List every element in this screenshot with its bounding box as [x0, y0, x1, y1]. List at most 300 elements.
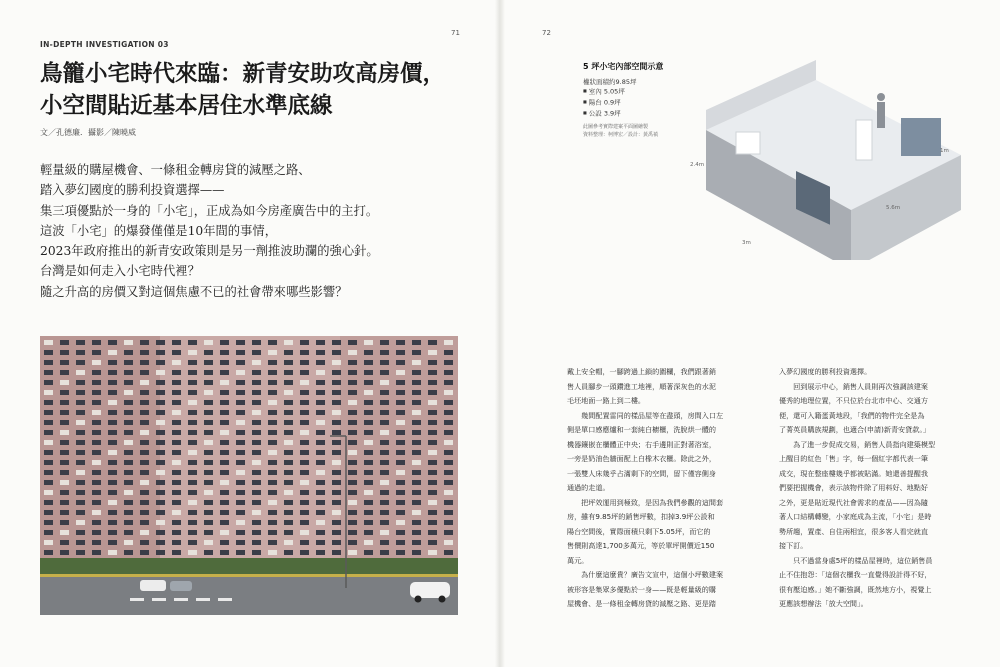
building-window [268, 530, 277, 535]
building-window [348, 550, 357, 555]
building-window [380, 390, 389, 395]
building-window [396, 400, 405, 405]
body-line: 房，雖有9.85坪的銷售坪數，扣掉3.9坪公設和 [567, 512, 715, 521]
building-window [124, 430, 133, 435]
building-window [444, 350, 453, 355]
building-window [284, 500, 293, 505]
building-window [444, 370, 453, 375]
building-window [316, 440, 325, 445]
building-window [108, 510, 117, 515]
building-window [428, 500, 437, 505]
building-window [332, 430, 341, 435]
building-window [188, 450, 197, 455]
building-window [236, 370, 245, 375]
building-window [252, 470, 261, 475]
building-window [332, 530, 341, 535]
curb-stripe [40, 574, 458, 577]
building-window [204, 540, 213, 545]
body-line: 很有壓迫感。」她不斷強調，既然地方小，視覺上 [779, 584, 932, 594]
building-window [124, 490, 133, 495]
building-window [172, 360, 181, 365]
lede-line: 隨之升高的房價又對這個焦慮不已的社會帶來哪些影響？ [40, 284, 348, 299]
building-window [252, 520, 261, 525]
building-window [332, 340, 341, 345]
building-window [140, 440, 149, 445]
building-window [188, 350, 197, 355]
trees [40, 558, 458, 576]
lede-line: 輕量級的購屋機會、一條租金轉房貸的減壓之路、 [40, 163, 311, 177]
dimension-height: 2.4m [690, 162, 705, 168]
building-window [348, 510, 357, 515]
building-window [124, 450, 133, 455]
section-label: IN-DEPTH INVESTIGATION 03 [40, 40, 169, 49]
building-window [332, 390, 341, 395]
building-window [412, 500, 421, 505]
building-window [380, 510, 389, 515]
building-window [364, 440, 373, 445]
building-window [76, 480, 85, 485]
building-window [172, 430, 181, 435]
building-window [252, 480, 261, 485]
building-window [188, 500, 197, 505]
building-window [268, 500, 277, 505]
building-window [172, 350, 181, 355]
building-window [396, 360, 405, 365]
building-window [124, 400, 133, 405]
building-window [76, 390, 85, 395]
building-window [396, 380, 405, 385]
building-window [108, 500, 117, 505]
building-window [252, 370, 261, 375]
building-window [364, 340, 373, 345]
building-window [268, 380, 277, 385]
building-window [76, 530, 85, 535]
building-window [156, 400, 165, 405]
building-window [428, 410, 437, 415]
building-window [428, 360, 437, 365]
building-window [188, 410, 197, 415]
building-window [92, 400, 101, 405]
building-window [124, 540, 133, 545]
building-window [236, 380, 245, 385]
building-window [60, 360, 69, 365]
building-window [252, 450, 261, 455]
building-window [284, 400, 293, 405]
floorplan-note-source: 此圖參考實際建案平面圖繪製 [583, 124, 649, 130]
building-window [316, 400, 325, 405]
building-window [140, 520, 149, 525]
building-window [428, 510, 437, 515]
building-window [444, 500, 453, 505]
building-window [300, 390, 309, 395]
building-window [108, 540, 117, 545]
building-window [364, 390, 373, 395]
building-window [396, 410, 405, 415]
building-window [124, 520, 133, 525]
building-window [444, 450, 453, 455]
person-figure-body [877, 102, 885, 128]
building-window [188, 520, 197, 525]
floorplan-item-indoor: ■ 室內 5.05坪 [583, 86, 625, 97]
building-window [396, 510, 405, 515]
building-window [188, 530, 197, 535]
apartment-buildings-photo [40, 336, 458, 615]
building-window [268, 350, 277, 355]
floorplan-total-area: 權狀面積約9.85坪 [583, 78, 637, 86]
building-window [412, 540, 421, 545]
building-window [364, 400, 373, 405]
building-window [188, 390, 197, 395]
building-window [140, 350, 149, 355]
body-line: 幾間配置雷同的樣品屋等在盡頭，房間入口左 [567, 410, 724, 420]
building-window [172, 410, 181, 415]
building-window [156, 480, 165, 485]
building-window [156, 410, 165, 415]
floorplan-note-credit: 資料整理：柯博宏／設計：黃禹禛 [583, 131, 659, 138]
building-window [268, 540, 277, 545]
building-window [268, 480, 277, 485]
building-window [172, 380, 181, 385]
body-line: 只不過當身處5坪的樣品屋裡時，這位銷售員 [779, 555, 933, 565]
building-window [60, 510, 69, 515]
building-window [92, 460, 101, 465]
building-window [348, 380, 357, 385]
building-window [332, 400, 341, 405]
building-window [252, 350, 261, 355]
building-window [284, 540, 293, 545]
building-window [220, 490, 229, 495]
building-window [92, 470, 101, 475]
lede-line: 台灣是如何走入小宅時代裡？ [40, 264, 200, 279]
building-window [204, 550, 213, 555]
building-window [156, 440, 165, 445]
building-window [92, 480, 101, 485]
building-window [140, 490, 149, 495]
building-window [204, 460, 213, 465]
building-window [300, 540, 309, 545]
building-window [364, 520, 373, 525]
building-window [252, 400, 261, 405]
body-line: 優秀的地理位置，不只位於台北市中心、交通方 [779, 396, 928, 405]
spine-gutter [495, 0, 505, 667]
building-window [140, 460, 149, 465]
building-window [380, 450, 389, 455]
building-window [220, 430, 229, 435]
building-window [364, 530, 373, 535]
building-window [412, 430, 421, 435]
building-window [268, 360, 277, 365]
floorplan-credits [583, 124, 658, 139]
building-window [76, 400, 85, 405]
building-window [268, 390, 277, 395]
building-window [300, 430, 309, 435]
building-window [60, 530, 69, 535]
building-window [348, 430, 357, 435]
building-window [204, 530, 213, 535]
body-line: 了菁英員購族規劃，也適合(申請)新青安貸款。」 [779, 425, 930, 434]
building-window [332, 520, 341, 525]
building-window [348, 500, 357, 505]
building-window [92, 340, 101, 345]
body-line: 成交，現在整座樓幾乎都被貼滿。她還善提醒我 [779, 468, 928, 478]
building-window [412, 490, 421, 495]
building-window [284, 490, 293, 495]
building-window [364, 430, 373, 435]
building-window [156, 430, 165, 435]
building-window [236, 350, 245, 355]
building-window [428, 350, 437, 355]
building-window [444, 380, 453, 385]
building-window [60, 540, 69, 545]
building-window [332, 540, 341, 545]
building-window [284, 440, 293, 445]
building-window [220, 470, 229, 475]
building-window [76, 490, 85, 495]
building-window [108, 550, 117, 555]
building-window [444, 470, 453, 475]
headline-line-1: 鳥籠小宅時代來臨：新青安助攻高房價， [40, 61, 446, 87]
building-window [188, 460, 197, 465]
building-window [156, 470, 165, 475]
building-window [92, 450, 101, 455]
building-window [444, 390, 453, 395]
lede-line: 這波「小宅」的爆發僅僅是10年間的事情， [40, 223, 277, 238]
building-window [252, 340, 261, 345]
building-window [188, 430, 197, 435]
dimension-depth: 1m [940, 148, 949, 154]
building-window [268, 450, 277, 455]
building-window [44, 450, 53, 455]
building-window [444, 480, 453, 485]
building-window [252, 530, 261, 535]
building-window [284, 420, 293, 425]
building-window [156, 490, 165, 495]
building-window [348, 460, 357, 465]
building-window [44, 520, 53, 525]
building-window [76, 520, 85, 525]
building-window [268, 470, 277, 475]
building-window [236, 460, 245, 465]
building-window [364, 360, 373, 365]
building-window [76, 540, 85, 545]
building-window [204, 450, 213, 455]
building-window [204, 350, 213, 355]
building-window [316, 500, 325, 505]
building-window [76, 500, 85, 505]
floorplan-item-common: ■ 公設 3.9坪 [583, 108, 625, 119]
building-window [76, 470, 85, 475]
building-window [188, 420, 197, 425]
building-window [76, 550, 85, 555]
building-window [316, 530, 325, 535]
building-window [44, 390, 53, 395]
building-window [412, 350, 421, 355]
building-window [220, 460, 229, 465]
building-window [348, 450, 357, 455]
building-window [172, 440, 181, 445]
building-window [428, 390, 437, 395]
building-window [364, 450, 373, 455]
building-window [412, 450, 421, 455]
building-window [60, 400, 69, 405]
building-window [92, 530, 101, 535]
building-window [172, 510, 181, 515]
building-window [364, 420, 373, 425]
building-window [156, 460, 165, 465]
isometric-room-diagram [676, 60, 966, 260]
building-window [236, 490, 245, 495]
building-window [268, 520, 277, 525]
building-window [412, 390, 421, 395]
building-window [60, 340, 69, 345]
building-window [60, 390, 69, 395]
building-window [188, 490, 197, 495]
building-window [348, 410, 357, 415]
building-window [444, 520, 453, 525]
building-window [124, 550, 133, 555]
building-window [364, 480, 373, 485]
body-line: 機器鑲嵌在櫃體正中央；右手邊則正對著浴室， [567, 439, 716, 449]
building-window [204, 470, 213, 475]
building-window [444, 420, 453, 425]
building-window [300, 400, 309, 405]
building-window [204, 360, 213, 365]
building-window [348, 370, 357, 375]
building-window [220, 480, 229, 485]
building-window [44, 350, 53, 355]
building-window [188, 440, 197, 445]
building-window [380, 430, 389, 435]
building-window [348, 480, 357, 485]
building-window [156, 370, 165, 375]
building-window [332, 370, 341, 375]
building-window [124, 510, 133, 515]
building-window [396, 370, 405, 375]
building-window [412, 370, 421, 375]
building-window [60, 500, 69, 505]
building-window [76, 350, 85, 355]
building-window [252, 360, 261, 365]
body-line: 上醒目的紅色「售」字，每一個紅字都代表一筆 [779, 454, 928, 463]
building-window [108, 490, 117, 495]
dimension-length: 5.6m [886, 205, 901, 211]
building-window [428, 370, 437, 375]
building-window [300, 550, 309, 555]
building-window [284, 510, 293, 515]
building-window [364, 510, 373, 515]
building-window [444, 530, 453, 535]
building-window [236, 450, 245, 455]
building-window [204, 430, 213, 435]
building-window [44, 490, 53, 495]
building-window [396, 450, 405, 455]
building-window [156, 450, 165, 455]
building-window [300, 380, 309, 385]
building-window [268, 440, 277, 445]
building-window [60, 420, 69, 425]
building-window [428, 480, 437, 485]
building-window [92, 430, 101, 435]
building-window [332, 490, 341, 495]
street [40, 574, 458, 615]
body-line: 們要把握機會，表示該物件除了用料好、地點好 [779, 483, 928, 492]
body-line: 一旁是奶油色牆面配上白橡木衣櫃。除此之外， [567, 454, 716, 463]
building-window [412, 460, 421, 465]
building-window [428, 430, 437, 435]
building-window [156, 380, 165, 385]
building-window [444, 490, 453, 495]
building-window [316, 350, 325, 355]
building-window [204, 410, 213, 415]
building-window [252, 390, 261, 395]
building-window [220, 510, 229, 515]
lede-line: 集三項優點於一身的「小宅」，正成為如今房產廣告中的主打。 [40, 203, 379, 218]
building-window [412, 380, 421, 385]
building-window [204, 520, 213, 525]
building-window [284, 470, 293, 475]
building-window [444, 540, 453, 545]
building-window [60, 430, 69, 435]
building-window [236, 360, 245, 365]
building-window [204, 490, 213, 495]
building-window [284, 410, 293, 415]
building-window [444, 510, 453, 515]
building-window [172, 500, 181, 505]
building-window [108, 380, 117, 385]
building-window [220, 400, 229, 405]
headline [40, 58, 480, 122]
building-window [284, 550, 293, 555]
building-window [124, 390, 133, 395]
building-window [380, 340, 389, 345]
building-window [188, 540, 197, 545]
building-window [60, 460, 69, 465]
building-window [316, 490, 325, 495]
building-window [76, 340, 85, 345]
building-window [236, 530, 245, 535]
building-window [108, 460, 117, 465]
building-window [284, 530, 293, 535]
building-window [156, 360, 165, 365]
building-window [332, 480, 341, 485]
building-window [284, 450, 293, 455]
body-line: 止不住抱怨：「這個衣櫃我一直覺得設計得不好， [779, 570, 932, 579]
building-window [60, 370, 69, 375]
building-window [380, 460, 389, 465]
building-window [300, 360, 309, 365]
building-window [444, 460, 453, 465]
building-window [364, 460, 373, 465]
balcony-window [901, 118, 941, 156]
building-window [348, 340, 357, 345]
building-window [156, 390, 165, 395]
building-window [380, 360, 389, 365]
building-window [300, 500, 309, 505]
building-window [284, 370, 293, 375]
building-window [396, 420, 405, 425]
building-window [236, 500, 245, 505]
building-window [412, 470, 421, 475]
building-window [396, 530, 405, 535]
building-window [364, 540, 373, 545]
building-window [172, 460, 181, 465]
building-window [92, 370, 101, 375]
building-window [364, 500, 373, 505]
building-window [60, 440, 69, 445]
building-window [108, 350, 117, 355]
building-window [412, 360, 421, 365]
building-window [284, 430, 293, 435]
